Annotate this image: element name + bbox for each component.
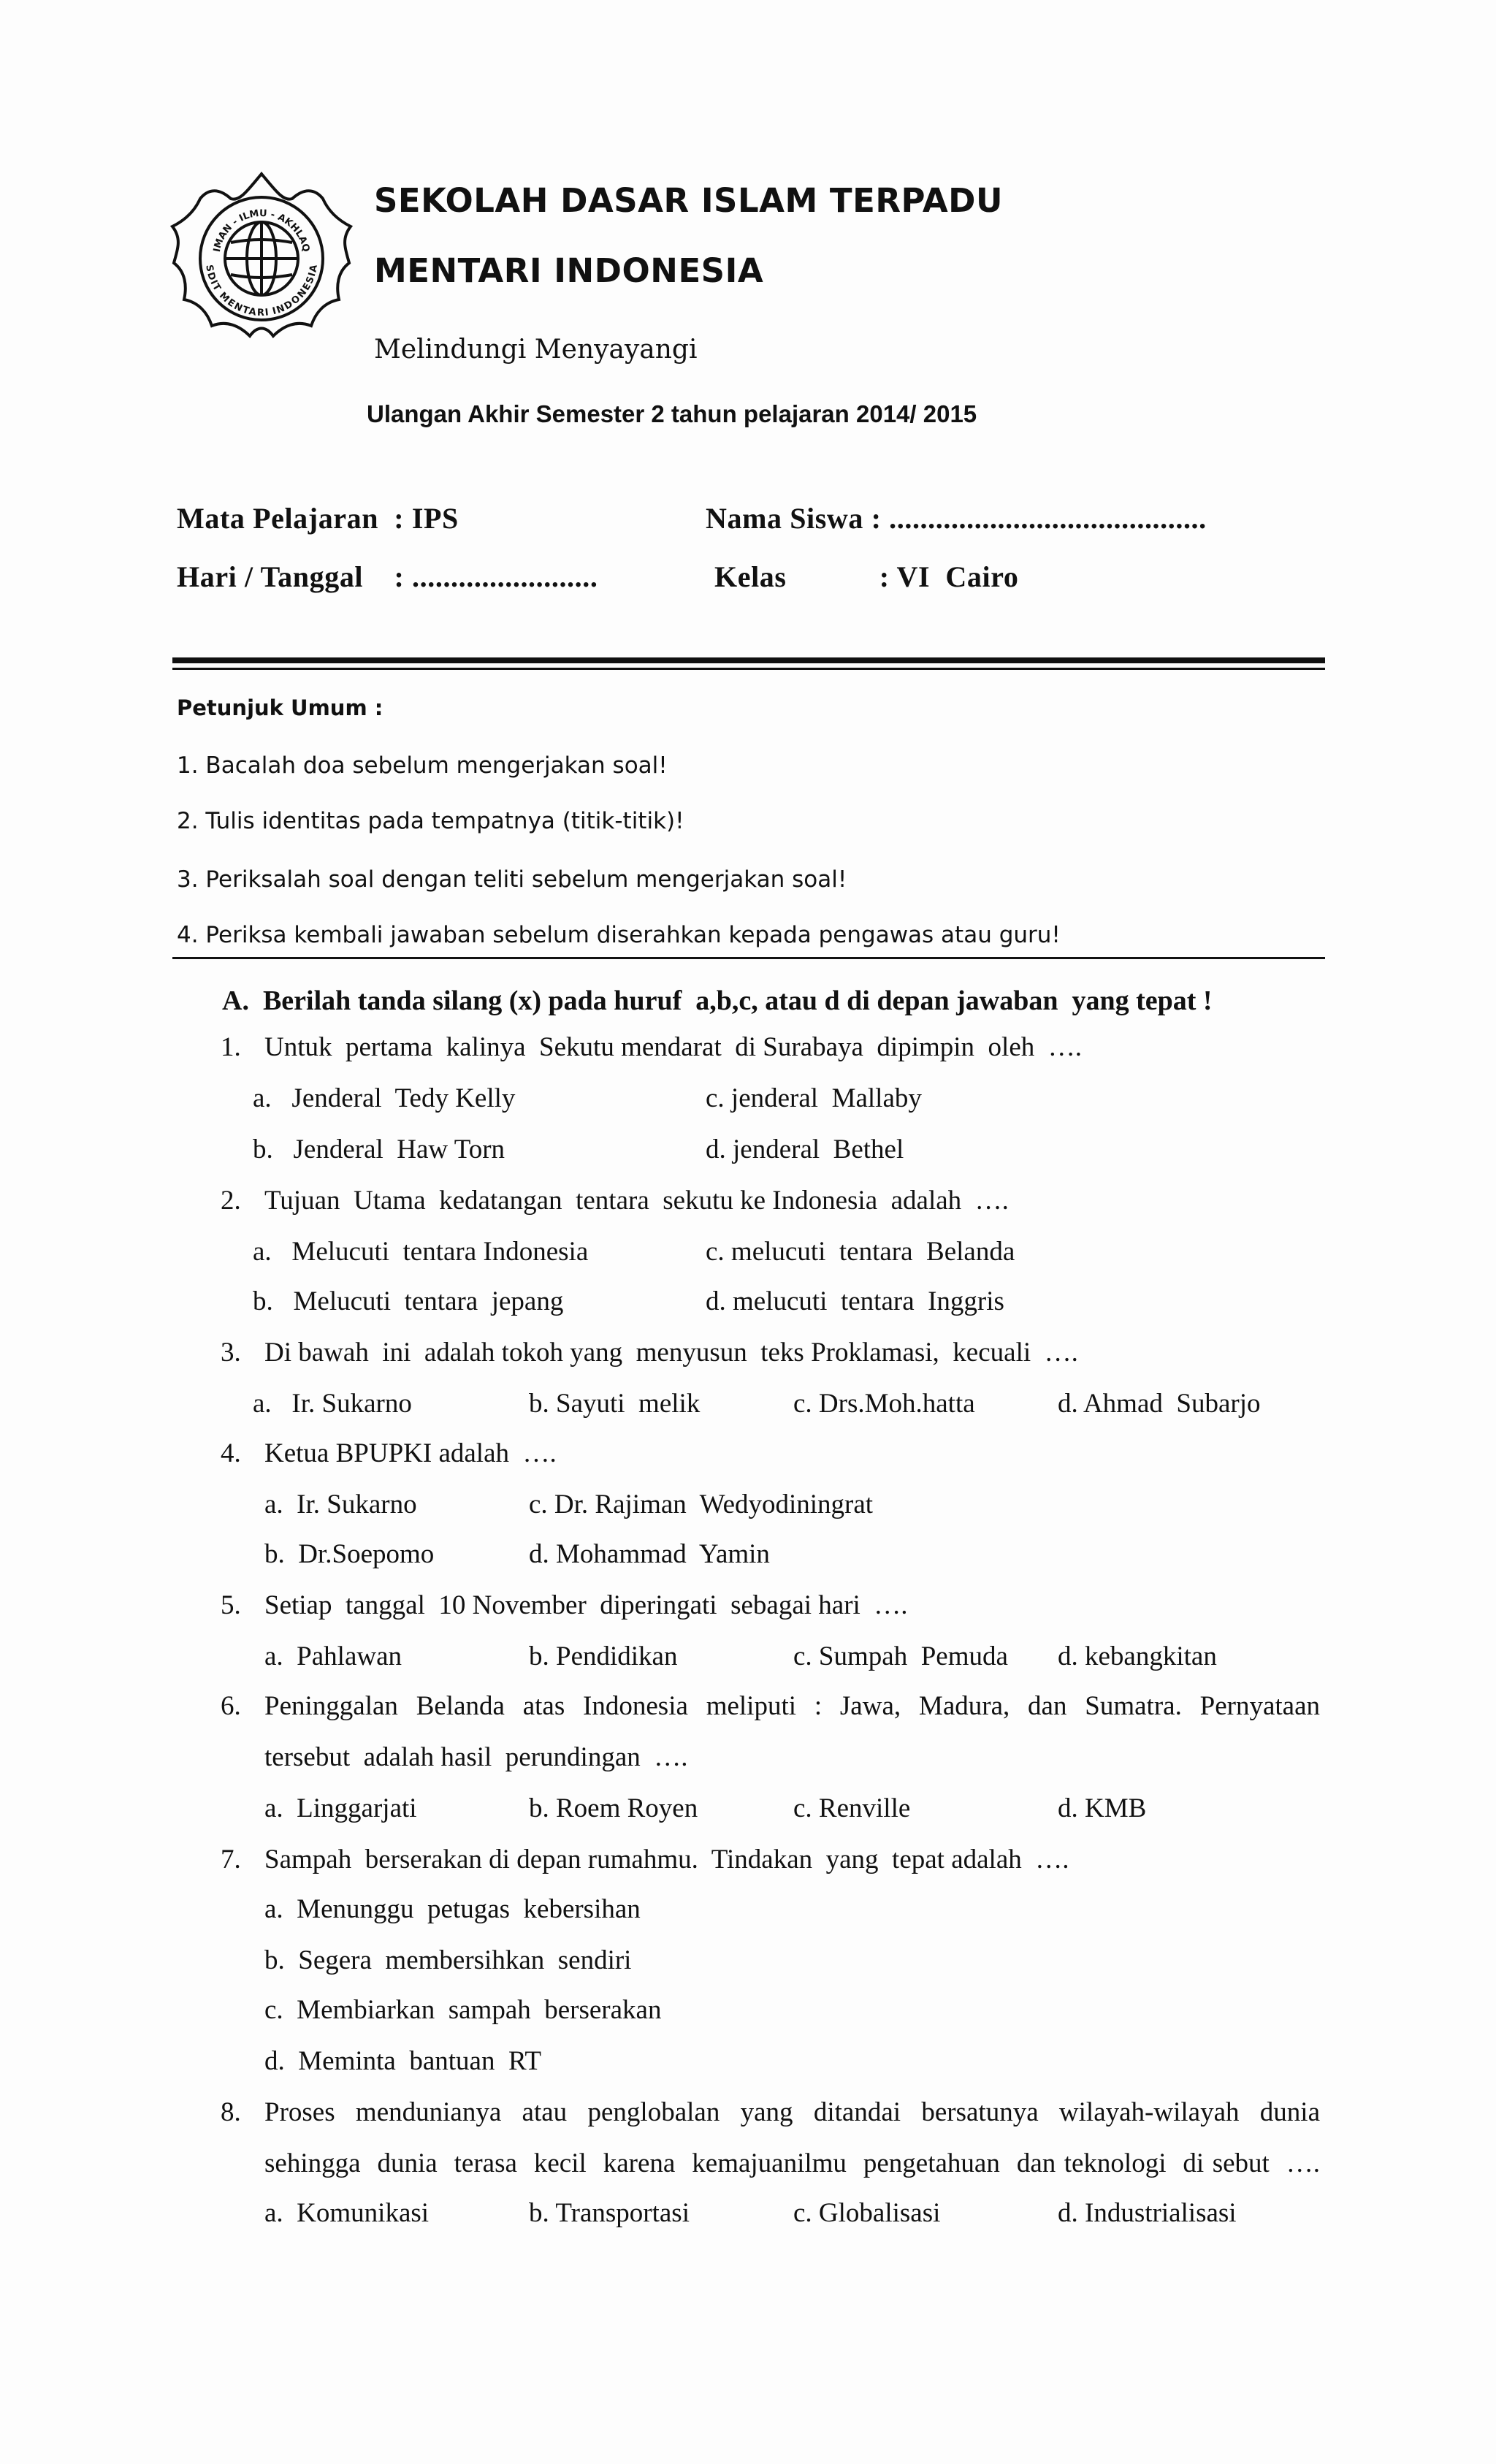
logo-text-bottom: SDIT MENTARI INDONESIA <box>203 264 320 319</box>
option: c. jenderal Mallaby <box>706 1083 922 1113</box>
option: c. Globalisasi <box>793 2198 941 2228</box>
exam-title: Ulangan Akhir Semester 2 tahun pelajaran 2014/ 2015 <box>367 400 977 427</box>
option: b. Melucuti tentara jepang <box>253 1286 564 1316</box>
instruction-item: 4. Periksa kembali jawaban sebelum diserahkan kepada pengawas atau guru! <box>177 922 1061 948</box>
option: c. Membiarkan sampah berserakan <box>264 1995 662 2025</box>
option: d. Meminta bantuan RT <box>264 2046 542 2076</box>
option: c. Renville <box>793 1793 911 1823</box>
option: b. Jenderal Haw Torn <box>253 1134 505 1164</box>
question-text: Peninggalan Belanda atas Indonesia meliputi : Jawa, Madura, dan Sumatra. Pernyataan <box>264 1691 1320 1721</box>
option: b. Pendidikan <box>529 1641 678 1671</box>
question-text: tersebut adalah hasil perundingan …. <box>264 1742 688 1772</box>
option: d. Industrialisasi <box>1058 2198 1237 2228</box>
question-number: 5. <box>221 1590 241 1620</box>
option: a. Pahlawan <box>264 1641 402 1671</box>
option: b. Segera membersihkan sendiri <box>264 1945 632 1975</box>
question-number: 2. <box>221 1186 241 1216</box>
question-number: 7. <box>221 1845 241 1874</box>
question-text: Di bawah ini adalah tokoh yang menyusun teks Proklamasi, kecuali …. <box>264 1338 1078 1368</box>
divider-thick <box>172 657 1325 663</box>
school-logo <box>167 169 356 342</box>
question-text: Tujuan Utama kedatangan tentara sekutu ke Indonesia adalah …. <box>264 1186 1009 1216</box>
instructions-title: Petunjuk Umum : <box>177 695 383 720</box>
question-number: 8. <box>221 2097 241 2127</box>
option: a. Menunggu petugas kebersihan <box>264 1894 641 1924</box>
instruction-item: 2. Tulis identitas pada tempatnya (titik-titik)! <box>177 808 684 834</box>
option: d. melucuti tentara Inggris <box>706 1286 1004 1316</box>
option: d. KMB <box>1058 1793 1147 1823</box>
option: d. kebangkitan <box>1058 1641 1217 1671</box>
option: b. Transportasi <box>529 2198 690 2228</box>
question-text: Ketua BPUPKI adalah …. <box>264 1438 557 1468</box>
school-name-line2: MENTARI INDONESIA <box>374 251 764 290</box>
school-name-line1: SEKOLAH DASAR ISLAM TERPADU <box>374 181 1004 220</box>
question-number: 6. <box>221 1691 241 1721</box>
option: a. Linggarjati <box>264 1793 417 1823</box>
option: d. jenderal Bethel <box>706 1134 904 1164</box>
option: c. melucuti tentara Belanda <box>706 1237 1015 1267</box>
option: a. Jenderal Tedy Kelly <box>253 1083 516 1113</box>
option: a. Komunikasi <box>264 2198 430 2228</box>
option: a. Ir. Sukarno <box>264 1490 417 1519</box>
school-motto: Melindungi Menyayangi <box>374 335 698 365</box>
option: b. Sayuti melik <box>529 1389 701 1419</box>
question-number: 4. <box>221 1438 241 1468</box>
option: c. Dr. Rajiman Wedyodiningrat <box>529 1490 874 1519</box>
divider-instructions <box>172 957 1325 959</box>
question-text: Sampah berserakan di depan rumahmu. Tindakan yang tepat adalah …. <box>264 1845 1069 1874</box>
subject-field: Mata Pelajaran : IPS <box>177 502 459 535</box>
instruction-item: 3. Periksalah soal dengan teliti sebelum mengerjakan soal! <box>177 866 847 893</box>
question-text: Setiap tanggal 10 November diperingati sebagai hari …. <box>264 1590 908 1620</box>
instruction-item: 1. Bacalah doa sebelum mengerjakan soal! <box>177 752 668 779</box>
option: b. Dr.Soepomo <box>264 1539 435 1569</box>
option: a. Ir. Sukarno <box>253 1389 412 1419</box>
logo-text-top: IMAN - ILMU - AKHLAQ <box>211 207 312 253</box>
divider-thin <box>172 668 1325 670</box>
option: c. Sumpah Pemuda <box>793 1641 1008 1671</box>
question-text: Untuk pertama kalinya Sekutu mendarat di Surabaya dipimpin oleh …. <box>264 1032 1082 1062</box>
option: a. Melucuti tentara Indonesia <box>253 1237 589 1267</box>
question-text: sehingga dunia terasa kecil karena kemajuanilmu pengetahuan dan teknologi di sebut …. <box>264 2148 1320 2178</box>
section-a-heading: A. Berilah tanda silang (x) pada huruf a,b,c, atau d di depan jawaban yang tepat ! <box>222 985 1213 1016</box>
date-field: Hari / Tanggal : ........................ <box>177 560 598 593</box>
option: d. Mohammad Yamin <box>529 1539 770 1569</box>
student-name-field: Nama Siswa : ......................................... <box>706 502 1207 535</box>
option: b. Roem Royen <box>529 1793 698 1823</box>
question-text: Proses mendunianya atau penglobalan yang ditandai bersatunya wilayah-wilayah dunia <box>264 2097 1320 2127</box>
question-number: 3. <box>221 1338 241 1368</box>
option: d. Ahmad Subarjo <box>1058 1389 1261 1419</box>
option: c. Drs.Moh.hatta <box>793 1389 975 1419</box>
question-number: 1. <box>221 1032 241 1062</box>
class-field: Kelas : VI Cairo <box>714 560 1019 593</box>
